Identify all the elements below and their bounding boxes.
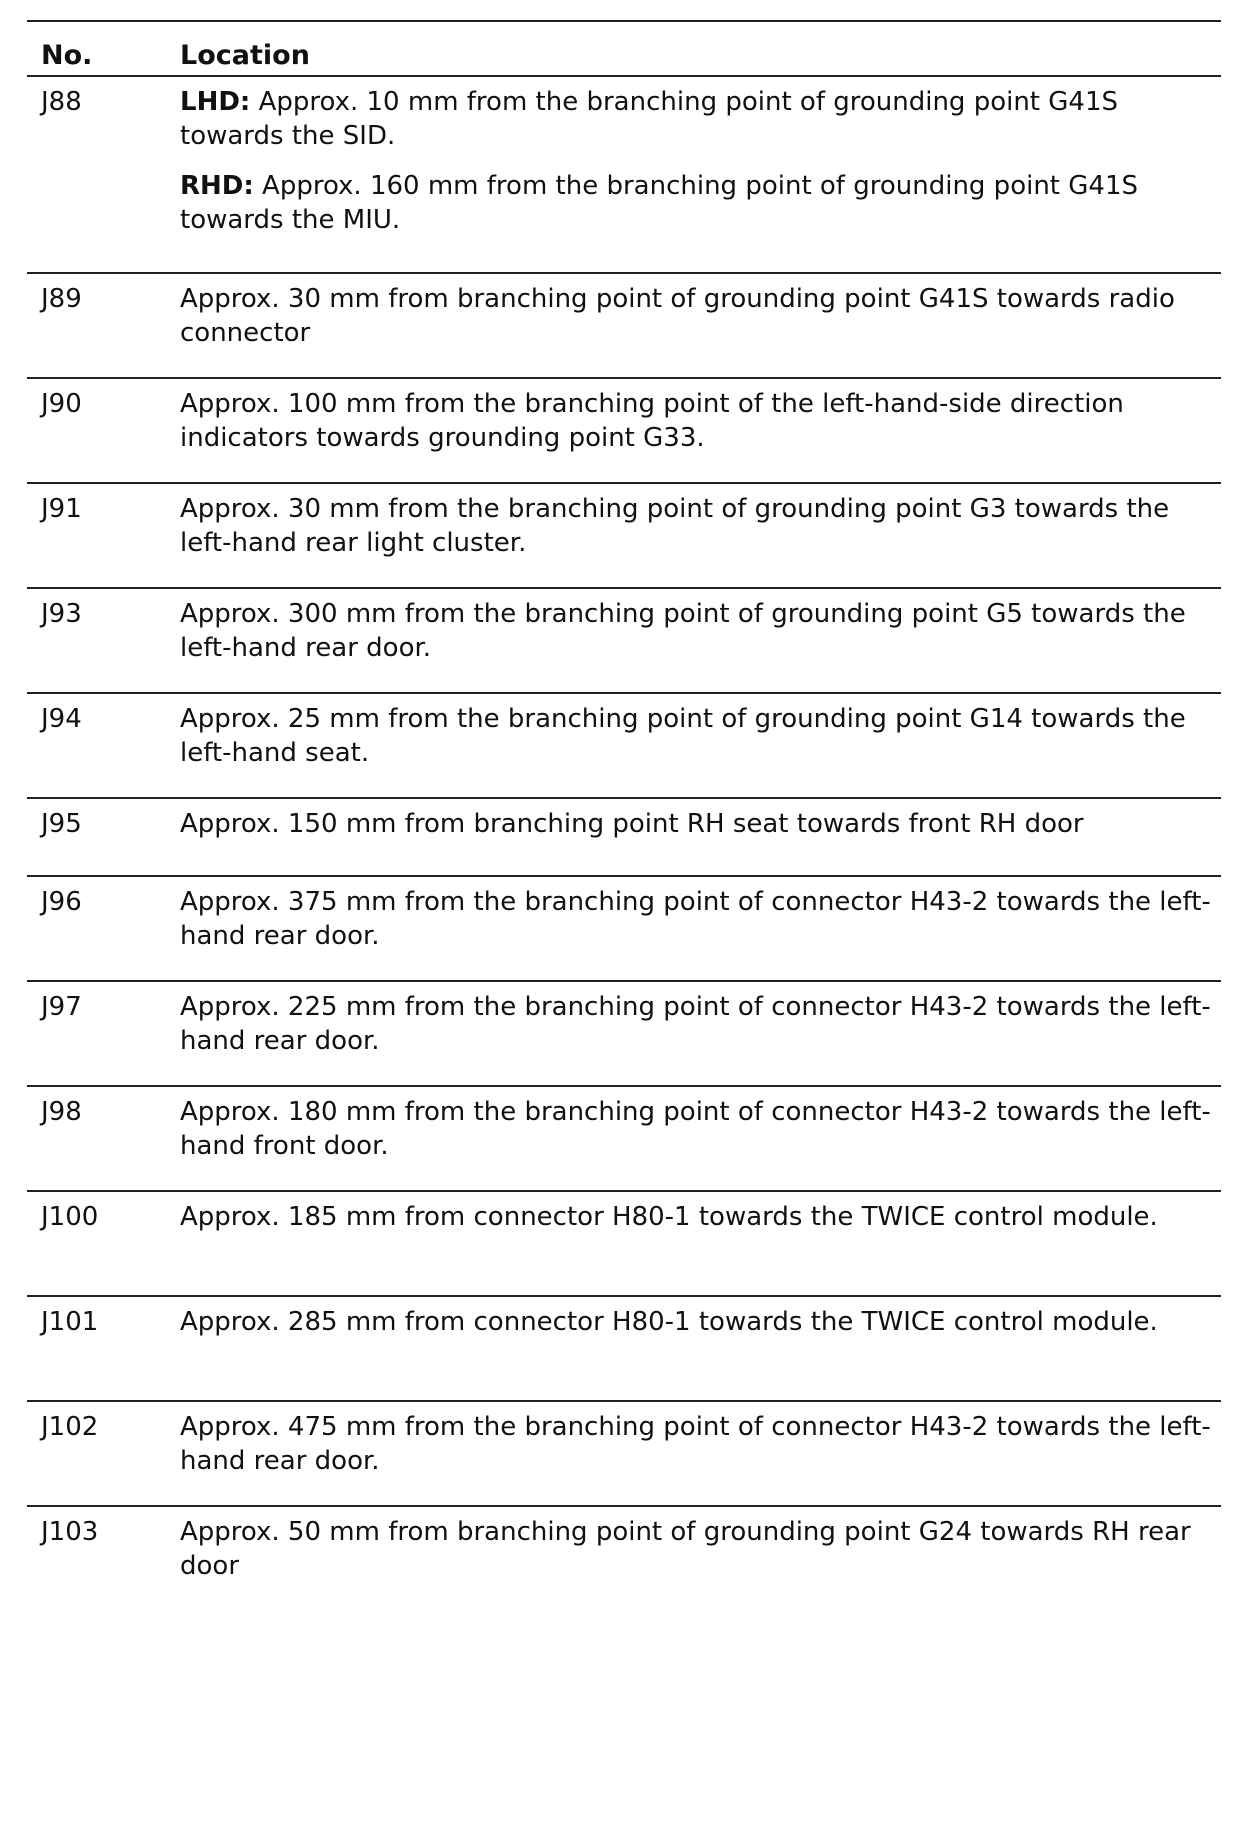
row-location: Approx. 150 mm from branching point RH seat towards front RH door	[180, 809, 1084, 839]
location-paragraph	[180, 85, 1211, 153]
table-row	[27, 982, 1221, 1087]
lhd-text: Approx. 10 mm from the branching point of grounding point G41S towards the SID.	[180, 87, 1118, 151]
table-row	[27, 1507, 1221, 1597]
row-location: Approx. 25 mm from the branching point of grounding point G14 towards the left-hand seat.	[180, 704, 1186, 768]
table-row	[27, 77, 1221, 274]
row-no: J94	[41, 704, 82, 734]
row-location: Approx. 30 mm from the branching point of grounding point G3 towards the left-hand rear light cluster.	[180, 494, 1170, 558]
table-row	[27, 694, 1221, 799]
row-location: Approx. 475 mm from the branching point of connector H43-2 towards the left-hand rear door.	[180, 1412, 1211, 1476]
row-location: Approx. 285 mm from connector H80-1 towards the TWICE control module.	[180, 1307, 1158, 1337]
row-no: J93	[41, 599, 82, 629]
table-row	[27, 1297, 1221, 1402]
table-row	[27, 1087, 1221, 1192]
row-location	[180, 85, 1221, 237]
table-row	[27, 589, 1221, 694]
table-row	[27, 484, 1221, 589]
row-no: J96	[41, 887, 82, 917]
location-paragraph	[180, 169, 1211, 237]
table-row	[27, 799, 1221, 877]
rhd-text: Approx. 160 mm from the branching point of grounding point G41S towards the MIU.	[180, 171, 1138, 235]
row-location: Approx. 375 mm from the branching point of connector H43-2 towards the left-hand rear door.	[180, 887, 1211, 951]
row-no: J98	[41, 1097, 82, 1127]
row-no: J89	[41, 284, 82, 314]
row-location: Approx. 225 mm from the branching point of connector H43-2 towards the left-hand rear door.	[180, 992, 1211, 1056]
header-no: No.	[41, 40, 93, 71]
row-location: Approx. 185 mm from connector H80-1 towards the TWICE control module.	[180, 1202, 1158, 1232]
table-row	[27, 274, 1221, 379]
table-row	[27, 1402, 1221, 1507]
header-location: Location	[180, 40, 310, 71]
row-no: J90	[41, 389, 82, 419]
row-no: J103	[41, 1517, 99, 1547]
row-location: Approx. 300 mm from the branching point of grounding point G5 towards the left-hand rear door.	[180, 599, 1186, 663]
row-location: Approx. 50 mm from branching point of grounding point G24 towards RH rear door	[180, 1517, 1191, 1581]
row-no: J101	[41, 1307, 99, 1337]
table-header	[27, 22, 1221, 77]
location-table	[27, 20, 1221, 1597]
row-location: Approx. 30 mm from branching point of grounding point G41S towards radio connector	[180, 284, 1175, 348]
row-location: Approx. 180 mm from the branching point of connector H43-2 towards the left-hand front door.	[180, 1097, 1211, 1161]
row-no: J102	[41, 1412, 99, 1442]
row-no: J95	[41, 809, 82, 839]
table-row	[27, 877, 1221, 982]
row-no: J100	[41, 1202, 99, 1232]
lhd-label: LHD:	[180, 87, 251, 117]
row-location: Approx. 100 mm from the branching point of the left-hand-side direction indicators towards grounding point G33.	[180, 389, 1124, 453]
row-no: J91	[41, 494, 82, 524]
table-row	[27, 1192, 1221, 1297]
row-no: J88	[41, 87, 82, 117]
row-no: J97	[41, 992, 82, 1022]
rhd-label: RHD:	[180, 171, 254, 201]
table-row	[27, 379, 1221, 484]
